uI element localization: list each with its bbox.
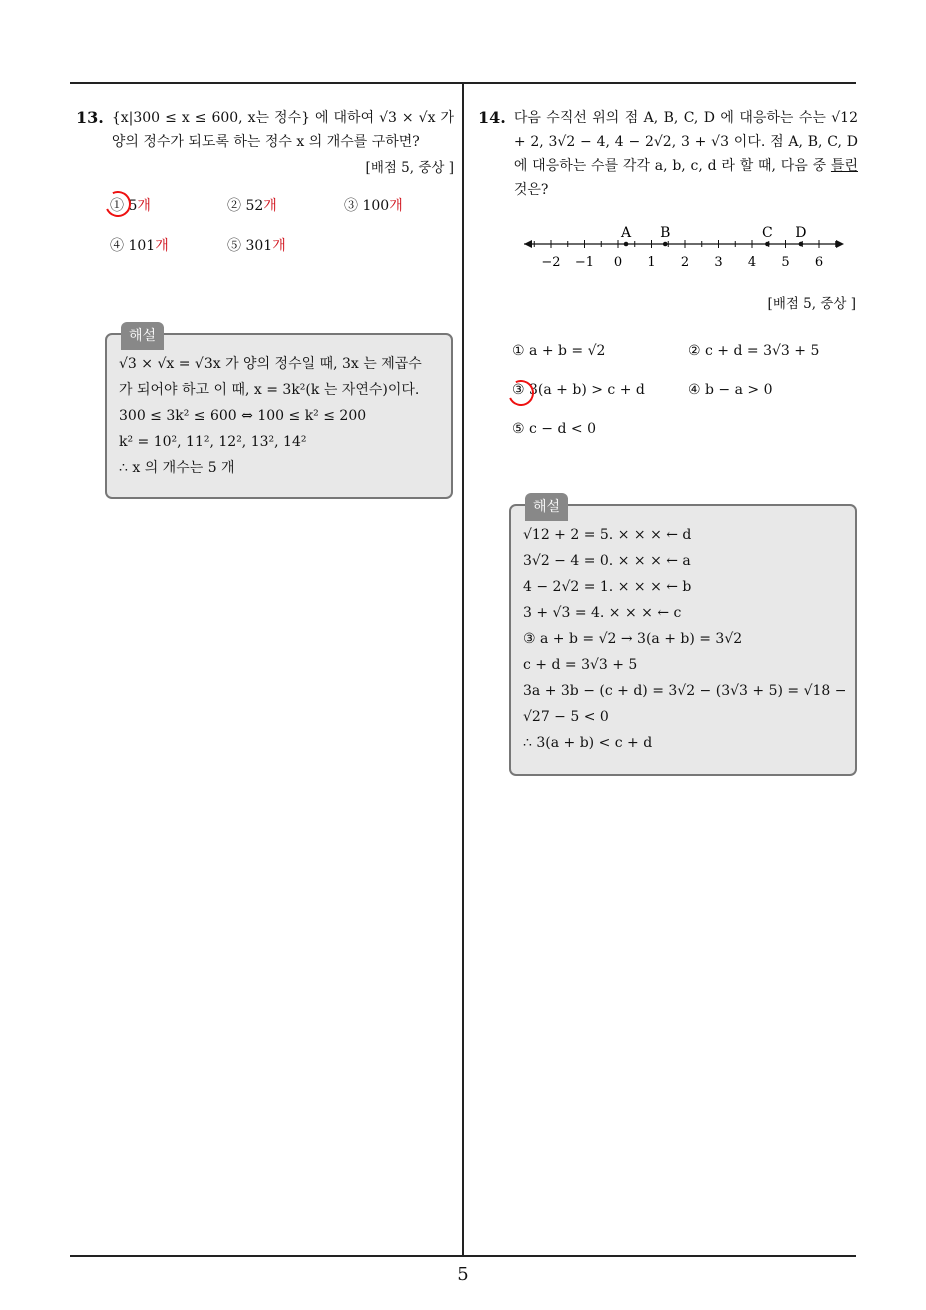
question-text: 다음 수직선 위의 점 A, B, C, D 에 대응하는 수는 √12 + 2, 3√2 − 4, 4 − 2√2, 3 + √3 이다. 점 A, B, C, D 에 대응하는 수를 각각 a, b, c, d 라 할 때, 다음 중 틀린 것은?: [513, 110, 858, 198]
choice-expr: a + b = √2: [529, 343, 606, 359]
tick-label: 6: [814, 255, 824, 270]
choice-2[interactable]: [688, 343, 819, 359]
choice-value: 52: [245, 198, 264, 214]
choice-5[interactable]: [512, 421, 596, 437]
underlined-keyword: 틀린: [830, 158, 858, 174]
question-number: 14.: [478, 108, 506, 127]
point-label: B: [660, 225, 671, 241]
solution-line: √3 × √x = √3x 가 양의 정수일 때, 3x 는 제곱수: [119, 356, 422, 372]
number-line: [520, 224, 850, 274]
choice-value: 101: [128, 238, 156, 254]
choice-expr: c + d = 3√3 + 5: [705, 343, 820, 359]
point-c: [765, 242, 770, 247]
tick-label: 1: [647, 255, 656, 270]
question-13: [76, 106, 454, 284]
choice-unit: 개: [272, 238, 286, 254]
choice-number: ③: [512, 382, 525, 398]
choice-number: ④: [110, 238, 124, 254]
tick-label: 5: [781, 255, 790, 270]
question-number: 13.: [76, 108, 104, 127]
solution-line: 300 ≤ 3k² ≤ 600 ⇔ 100 ≤ k² ≤ 200: [119, 408, 367, 424]
choice-list: [512, 343, 862, 443]
right-arrow-icon: [836, 240, 844, 248]
choice-number: ①: [110, 198, 124, 214]
point-label: D: [795, 225, 807, 241]
choice-expr: b − a > 0: [705, 382, 773, 398]
solution-line: ∴ x 의 개수는 5 개: [119, 460, 235, 476]
solution-line: √27 − 5 < 0: [523, 709, 609, 725]
choice-value: 100: [362, 198, 390, 214]
tick-label: −1: [574, 255, 595, 270]
question-14: [478, 106, 858, 202]
choice-number: ②: [227, 198, 241, 214]
question-text: {x|300 ≤ x ≤ 600, x는 정수} 에 대하여 √3 × √x 가 양의 정수가 되도록 하는 정수 x 의 개수를 구하면?: [111, 110, 454, 150]
point-b: [663, 242, 668, 247]
tick-label: 0: [613, 255, 623, 270]
choice-number: ⑤: [512, 421, 525, 437]
choice-value: 301: [245, 238, 273, 254]
choice-unit: 개: [389, 198, 403, 214]
choice-4[interactable]: [688, 382, 773, 398]
solution-tag: 해설: [525, 493, 568, 521]
solution-line: c + d = 3√3 + 5: [523, 657, 638, 673]
choice-value: 5: [128, 198, 138, 214]
choice-number: ⑤: [227, 238, 241, 254]
choice-expr: c − d < 0: [529, 421, 596, 437]
choice-unit: 개: [155, 238, 169, 254]
point-a: [624, 242, 629, 247]
solution-line: ∴ 3(a + b) < c + d: [523, 735, 653, 751]
choice-4[interactable]: [110, 234, 169, 258]
choice-unit: 개: [263, 198, 277, 214]
page-number: 5: [457, 1264, 469, 1285]
solution-box-13: [105, 328, 453, 499]
tick-label: −2: [541, 255, 561, 270]
tick-label: 3: [714, 255, 723, 270]
question-14-header: [478, 106, 858, 202]
solution-line: 3a + 3b − (c + d) = 3√2 − (3√3 + 5) = √18 −: [523, 683, 847, 699]
solution-line: 4 − 2√2 = 1. × × × ← b: [523, 579, 692, 595]
question-13-header: [76, 106, 454, 154]
choice-list: [76, 194, 454, 284]
score-difficulty: [배점 5, 중상 ]: [767, 296, 856, 312]
solution-box-14: [509, 499, 857, 776]
choice-number: ③: [344, 198, 358, 214]
choice-number: ④: [688, 382, 701, 398]
choice-number: ①: [512, 343, 525, 359]
choice-1[interactable]: [512, 343, 605, 359]
solution-line: 3√2 − 4 = 0. × × × ← a: [523, 553, 691, 569]
solution-line: 가 되어야 하고 이 때, x = 3k²(k 는 자연수)이다.: [119, 382, 420, 398]
choice-expr: 3(a + b) > c + d: [529, 382, 645, 398]
choice-2[interactable]: [227, 194, 277, 218]
solution-tag: 해설: [121, 322, 164, 350]
left-arrow-icon: [524, 240, 532, 248]
tick-label: 4: [747, 255, 757, 270]
solution-line: ③ a + b = √2 → 3(a + b) = 3√2: [523, 631, 743, 647]
number-line-group: [524, 225, 844, 270]
score-difficulty: [배점 5, 중상 ]: [365, 160, 454, 176]
solution-line: √12 + 2 = 5. × × × ← d: [523, 527, 692, 543]
point-d: [799, 242, 804, 247]
tick-label: 2: [680, 255, 690, 270]
point-label: A: [620, 225, 632, 241]
solution-line: k² = 10², 11², 12², 13², 14²: [119, 434, 307, 450]
choice-5[interactable]: [227, 234, 286, 258]
choice-3[interactable]: [344, 194, 403, 218]
choice-number: ②: [688, 343, 701, 359]
point-label: C: [762, 225, 773, 241]
bottom-rule: [70, 1255, 856, 1257]
column-divider: [462, 82, 464, 1257]
solution-line: 3 + √3 = 4. × × × ← c: [523, 605, 682, 621]
choice-unit: 개: [137, 198, 151, 214]
